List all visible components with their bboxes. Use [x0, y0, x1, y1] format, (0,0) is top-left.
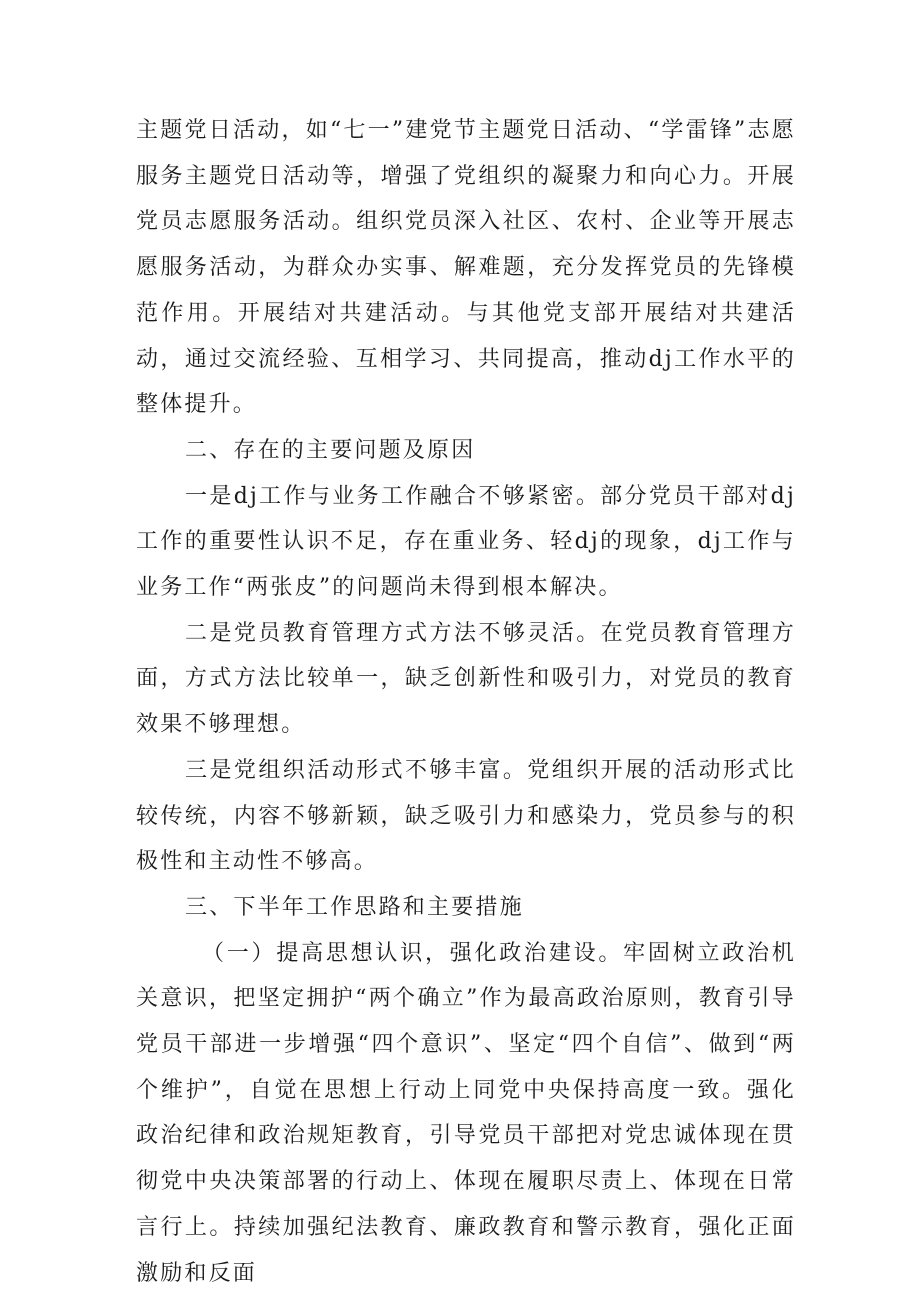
- paragraph-activities: 主题党日活动，如“七一”建党节主题党日活动、“学雷锋”志愿服务主题党日活动等，增强了党组织的凝聚力和向心力。开展党员志愿服务活动。组织党员深入社区、农村、企业等开展志愿服务活动，为群众办实事、解难题，充分发挥党员的先锋模范作用。开展结对共建活动。与其他党支部开展结对共建活动，通过交流经验、互相学习、共同提高，推动dj工作水平的整体提升。: [136, 118, 796, 418]
- section-heading-plans: 三、下半年工作思路和主要措施: [185, 894, 524, 920]
- document-body: [136, 108, 796, 1296]
- paragraph-problem-1: 一是dj工作与业务工作融合不够紧密。部分党员干部对dj工作的重要性认识不足，存在重业务、轻dj的现象，dj工作与业务工作“两张皮”的问题尚未得到根本解决。: [136, 483, 796, 601]
- paragraph-problem-2: 二是党员教育管理方式方法不够灵活。在党员教育管理方面，方式方法比较单一，缺乏创新性和吸引力，对党员的教育效果不够理想。: [136, 620, 796, 738]
- paragraph-problem-3: 三是党组织活动形式不够丰富。党组织开展的活动形式比较传统，内容不够新颖，缺乏吸引力和感染力，党员参与的积极性和主动性不够高。: [136, 757, 796, 875]
- section-heading-problems: 二、存在的主要问题及原因: [185, 437, 476, 463]
- paragraph-measure-1: （一）提高思想认识，强化政治建设。牢固树立政治机关意识，把坚定拥护“两个确立”作为最高政治原则，教育引导党员干部进一步增强“四个意识”、坚定“四个自信”、做到“两个维护”，自觉在思想上行动上同党中央保持高度一致。强化政治纪律和政治规矩教育，引导党员干部把对党忠诚体现在贯彻党中央决策部署的行动上、体现在履职尽责上、体现在日常言行上。持续加强纪法教育、廉政教育和警示教育，强化正面激励和反面: [136, 940, 796, 1286]
